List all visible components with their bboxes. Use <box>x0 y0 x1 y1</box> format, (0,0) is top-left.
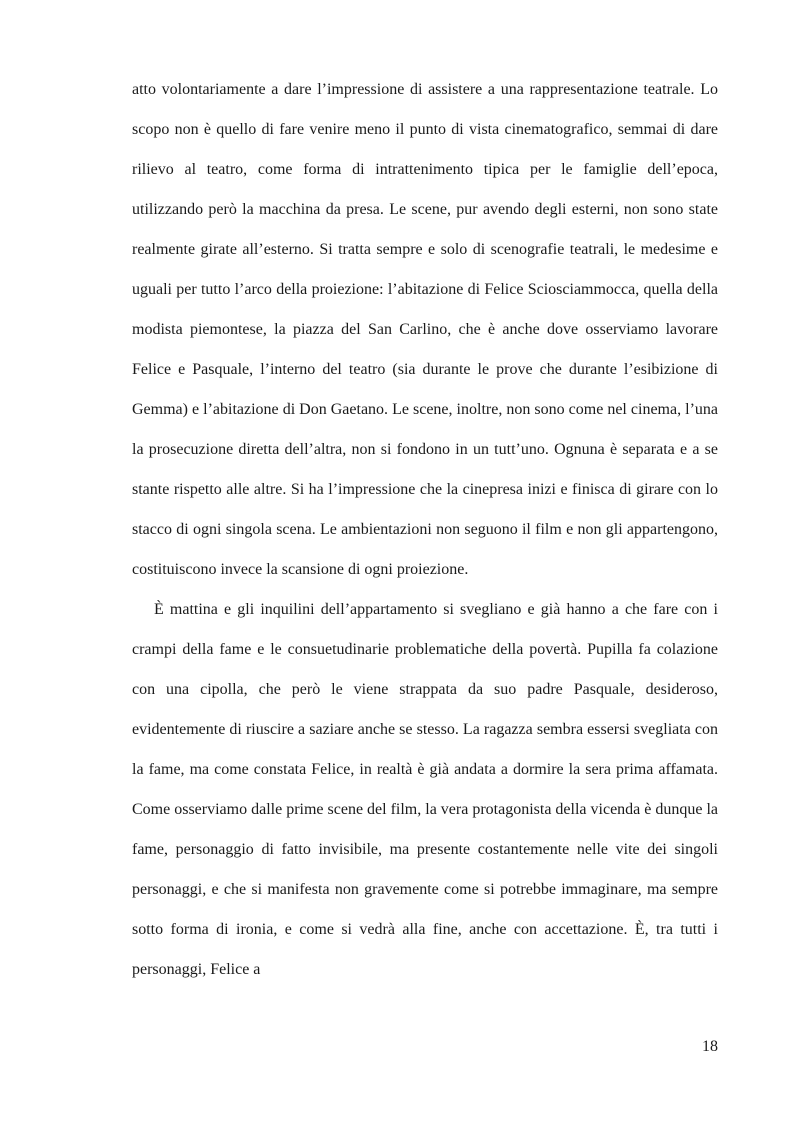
body-text <box>132 70 718 990</box>
paragraph-1: atto volontariamente a dare l’impressione di assistere a una rappresentazione teatrale. Lo scopo non è quello di fare venire meno il punto di vista cinematografico, semmai di dare rilievo al teatro, come forma di intrattenimento tipica per le famiglie dell’epoca, utilizzando però la macchina da presa. Le scene, pur avendo degli esterni, non sono state realmente girate all’esterno. Si tratta sempre e solo di scenografie teatrali, le medesime e uguali per tutto l’arco della proiezione: l’abitazione di Felice Sciosciammocca, quella della modista piemontese, la piazza del San Carlino, che è anche dove osserviamo lavorare Felice e Pasquale, l’interno del teatro (sia durante le prove che durante l’esibizione di Gemma) e l’abitazione di Don Gaetano. Le scene, inoltre, non sono come nel cinema, l’una la prosecuzione diretta dell’altra, non si fondono in un tutt’uno. Ognuna è separata e a se stante rispetto alle altre. Si ha l’impressione che la cinepresa inizi e finisca di girare con lo stacco di ogni singola scena. Le ambientazioni non seguono il film e non gli appartengono, costituiscono invece la scansione di ogni proiezione. <box>132 81 718 578</box>
paragraph-2: È mattina e gli inquilini dell’appartamento si svegliano e già hanno a che fare con i crampi della fame e le consuetudinarie problematiche della povertà. Pupilla fa colazione con una cipolla, che però le viene strappata da suo padre Pasquale, desideroso, evidentemente di riuscire a saziare anche se stesso. La ragazza sembra essersi svegliata con la fame, ma come constata Felice, in realtà è già andata a dormire la sera prima affamata. Come osserviamo dalle prime scene del film, la vera protagonista della vicenda è dunque la fame, personaggio di fatto invisibile, ma presente costantemente nelle vite dei singoli personaggi, e che si manifesta non gravemente come si potrebbe immaginare, ma sempre sotto forma di ironia, e come si vedrà alla fine, anche con accettazione. È, tra tutti i personaggi, Felice a <box>132 601 719 978</box>
page-number: 18 <box>702 1038 718 1055</box>
